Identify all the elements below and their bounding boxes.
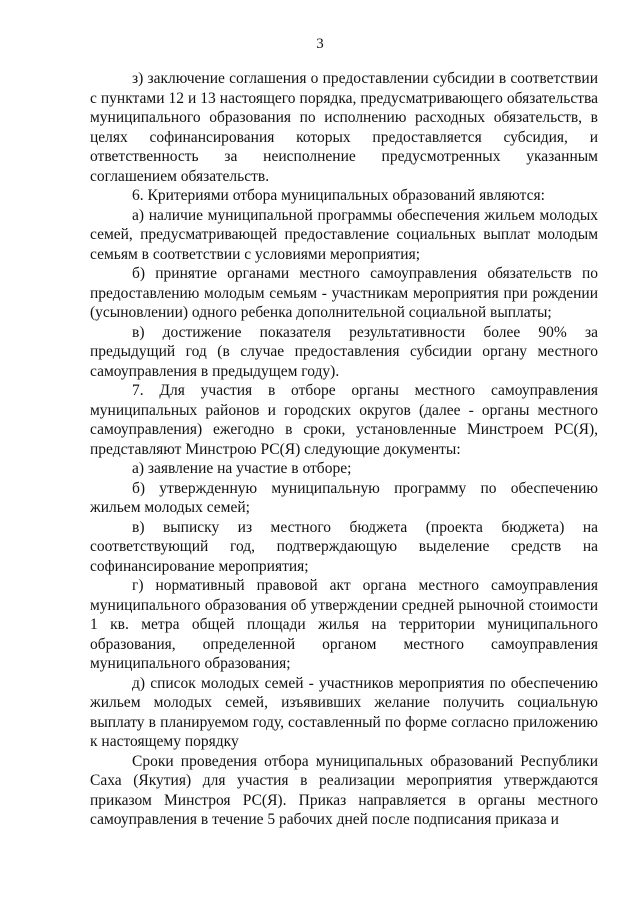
paragraph-7v: в) выписку из местного бюджета (проекта бюджета) на соответствующий год, подтверждающую выделение средств на софинансирование мероприятия; xyxy=(90,518,598,575)
paragraph-7b: б) утвержденную муниципальную программу по обеспечению жильем молодых семей; xyxy=(90,479,598,516)
paragraph-7d: д) список молодых семей - участников мероприятия по обеспечению жильем молодых семей, изъявивших желание получить социальную выплату в планируемом году, составленный по форме согласно приложению к настоящему порядку xyxy=(90,674,598,750)
paragraph-selection-terms: Сроки проведения отбора муниципальных образований Республики Саха (Якутия) для участия в реализации мероприятия утверждаются приказом Минстроя РС(Я). Приказ направляется в органы местного самоуправления в течение 5 рабочих дней после подписания приказа и xyxy=(90,752,598,828)
paragraph-6: 6. Критериями отбора муниципальных образований являются: xyxy=(132,187,545,204)
paragraph-6v: в) достижение показателя результативности более 90% за предыдущий год (в случае предоставления субсидии органу местного самоуправления в предыдущем году). xyxy=(90,323,598,380)
paragraph-6a: а) наличие муниципальной программы обеспечения жильем молодых семей, предусматривающей предоставление социальных выплат молодым семьям в соответствии с условиями мероприятия; xyxy=(90,206,598,263)
paragraph-6b: б) принятие органами местного самоуправления обязательств по предоставлению молодым семьям - участникам мероприятия при рождении (усыновлении) одного ребенка дополнительной социальной выплаты; xyxy=(90,265,598,321)
paragraph-7: 7. Для участия в отборе органы местного самоуправления муниципальных районов и городских округов (далее - органы местного самоуправления) ежегодно в сроки, установленные Минстроем РС(Я), представляют Минстрою РС(Я) следующие документы: xyxy=(90,382,598,458)
document-body xyxy=(90,69,598,830)
page-number: 3 xyxy=(316,36,324,52)
paragraph-7a: а) заявление на участие в отборе; xyxy=(132,460,352,477)
paragraph-7g: г) нормативный правовой акт органа местного самоуправления муниципального образования об утверждении средней рыночной стоимости 1 кв. метра общей площади жилья на территории муниципального образования, определенной органом местного самоуправления муниципального образования; xyxy=(90,577,598,672)
paragraph-3z: з) заключение соглашения о предоставлении субсидии в соответствии с пунктами 12 и 13 настоящего порядка, предусматривающего обязательства муниципального образования по исполнению расходных обязательств, в целях софинансирования которых предоставляется субсидия, и ответственность за неисполнение предусмотренных указанным соглашением обязательств. xyxy=(90,70,598,185)
